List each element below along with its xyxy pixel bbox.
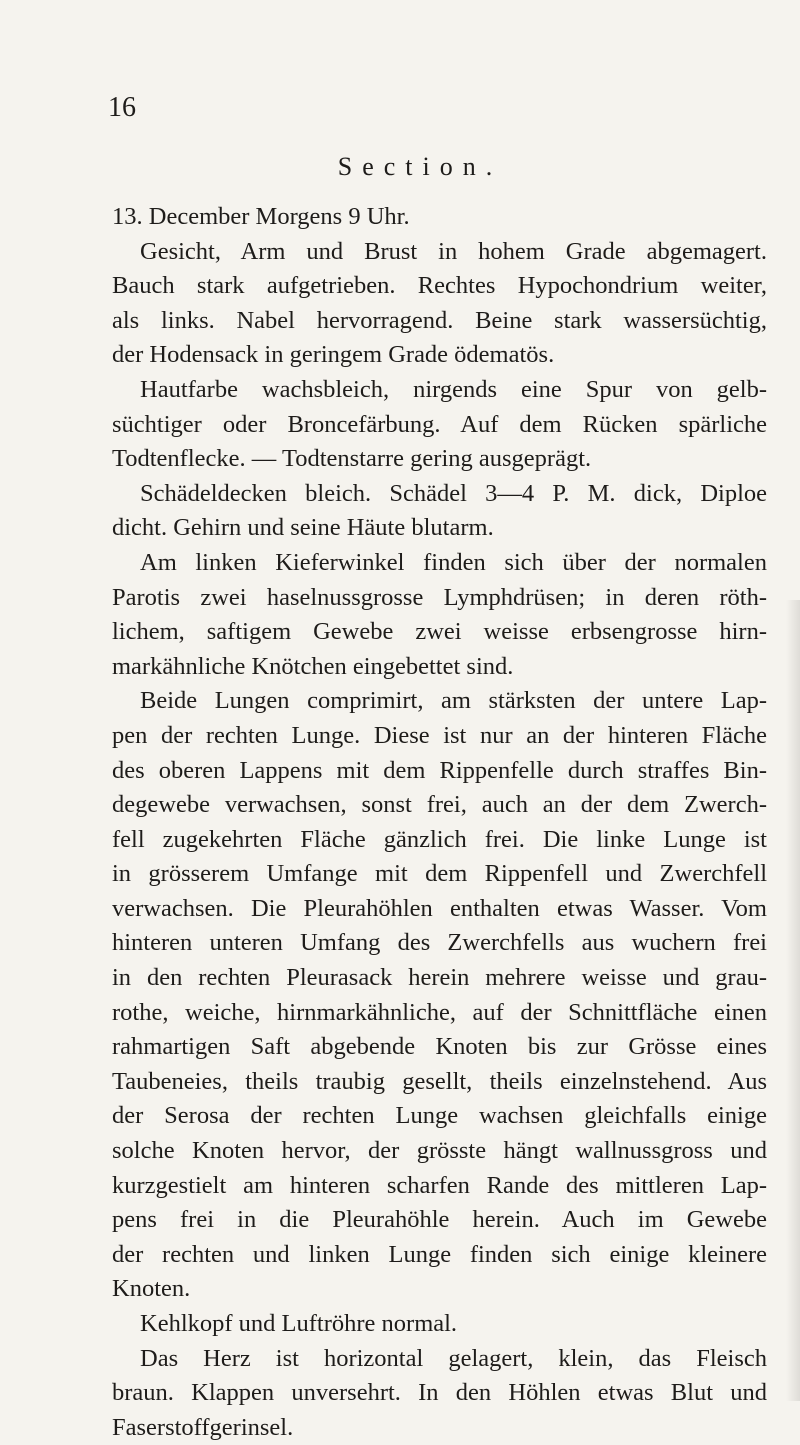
text-line: hinteren unteren Umfang des Zwerchfells aus wuchern frei [112, 929, 767, 957]
text-line: verwachsen. Die Pleurahöhlen enthalten etwas Wasser. Vom [112, 894, 767, 922]
text-line: Schädeldecken bleich. Schädel 3—4 P. M. dick, Diploe [140, 479, 767, 507]
text-line: fell zugekehrten Fläche gänzlich frei. Die linke Lunge ist [112, 825, 767, 853]
text-line: in den rechten Pleurasack herein mehrere weisse und grau- [112, 964, 767, 992]
text-line: in grösserem Umfange mit dem Rippenfell und Zwerchfell [112, 860, 767, 888]
text-line: rothe, weiche, hirnmarkähnliche, auf der Schnittfläche einen [112, 998, 767, 1026]
text-line: Das Herz ist horizontal gelagert, klein, das Fleisch [140, 1344, 767, 1372]
text-line: 13. December Morgens 9 Uhr. [112, 203, 410, 230]
body-text [112, 200, 767, 1445]
text-line: Am linken Kieferwinkel finden sich über der normalen [140, 548, 767, 576]
text-line: der rechten und linken Lunge finden sich einige kleinere [112, 1240, 767, 1268]
page-edge-shadow [786, 600, 800, 1401]
text-line: braun. Klappen unversehrt. In den Höhlen etwas Blut und [112, 1379, 767, 1407]
text-line: Todtenflecke. — Todtenstarre gering ausgeprägt. [112, 445, 592, 473]
text-line: rahmartigen Saft abgebende Knoten bis zur Grösse eines [112, 1033, 767, 1061]
text-line: dicht. Gehirn und seine Häute blutarm. [112, 514, 494, 542]
text-line: markähnliche Knötchen eingebettet sind. [112, 652, 514, 680]
text-line: Taubeneies, theils traubig gesellt, theils einzelnstehend. Aus [112, 1067, 767, 1095]
text-line: Parotis zwei haselnussgrosse Lymphdrüsen; in deren röth- [112, 583, 767, 611]
section-heading: Section. [337, 152, 503, 181]
text-line: als links. Nabel hervorragend. Beine stark wassersüchtig, [112, 306, 767, 334]
text-line: süchtiger oder Broncefärbung. Auf dem Rücken spärliche [112, 410, 767, 438]
text-line: Knoten. [112, 1275, 191, 1303]
text-line: solche Knoten hervor, der grösste hängt wallnussgross und [112, 1137, 767, 1165]
text-line: degewebe verwachsen, sonst frei, auch an der dem Zwerch- [112, 791, 767, 819]
text-line: Kehlkopf und Luftröhre normal. [140, 1310, 458, 1337]
text-line: kurzgestielt am hinteren scharfen Rande des mittleren Lap- [112, 1171, 767, 1199]
text-line: pen der rechten Lunge. Diese ist nur an der hinteren Fläche [112, 721, 767, 749]
text-line: pens frei in die Pleurahöhle herein. Auch im Gewebe [112, 1206, 767, 1234]
text-line: Beide Lungen comprimirt, am stärksten der untere Lap- [140, 687, 767, 715]
text-line: Hautfarbe wachsbleich, nirgends eine Spur von gelb- [140, 375, 767, 403]
text-line: Bauch stark aufgetrieben. Rechtes Hypochondrium weiter, [112, 272, 767, 300]
text-line: der Hodensack in geringem Grade ödematös. [112, 341, 555, 369]
text-line: der Serosa der rechten Lunge wachsen gleichfalls einige [112, 1102, 767, 1130]
page-number: 16 [108, 92, 136, 123]
text-line: Faserstoffgerinsel. [112, 1413, 294, 1441]
text-line: lichem, saftigem Gewebe zwei weisse erbsengrosse hirn- [112, 618, 767, 646]
text-line: Gesicht, Arm und Brust in hohem Grade abgemagert. [140, 237, 767, 265]
text-line: des oberen Lappens mit dem Rippenfelle durch straffes Bin- [112, 756, 767, 784]
